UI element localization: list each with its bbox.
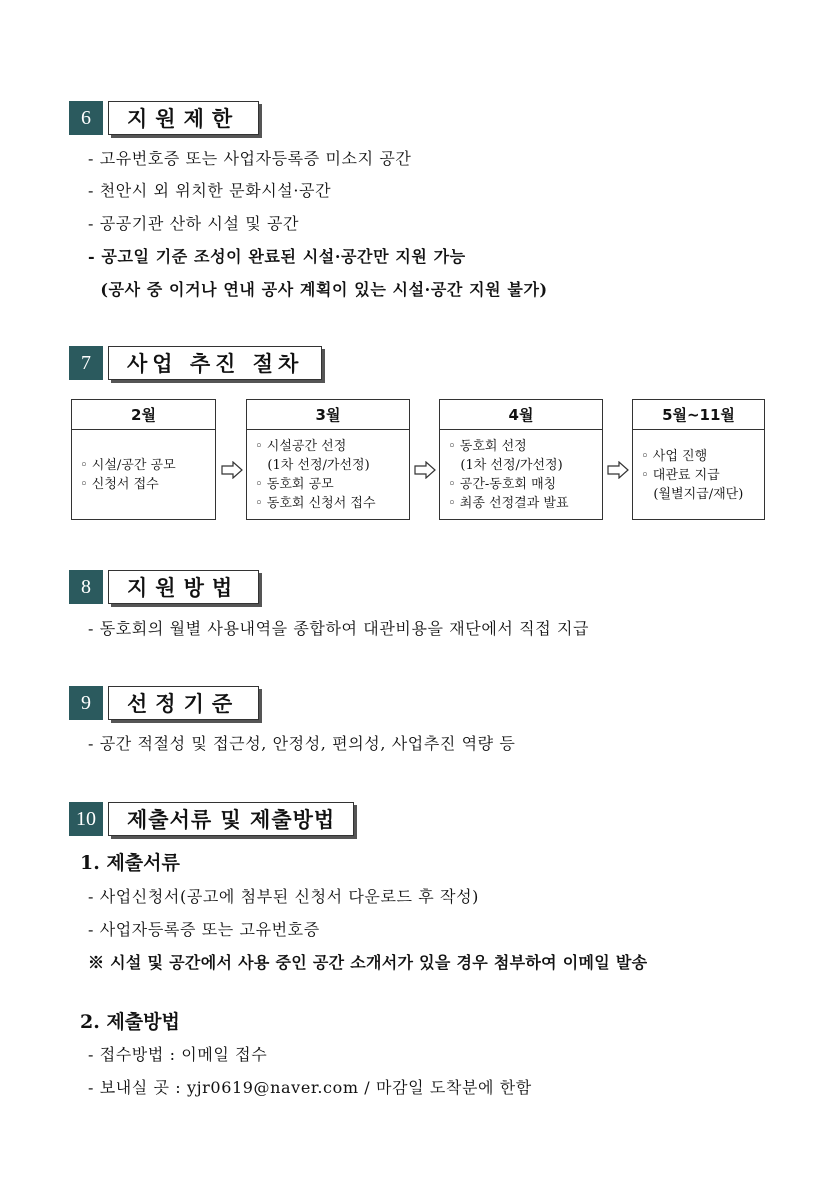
- section-number: 6: [69, 101, 103, 135]
- section-title: 선정기준: [108, 686, 259, 720]
- section-number: 7: [69, 346, 103, 380]
- section-number: 10: [69, 802, 103, 836]
- stage-item: ◦ 동호회 공모: [255, 477, 334, 492]
- stage-item: ◦ 공간-동호회 매칭: [448, 477, 557, 492]
- process-stage: [439, 399, 603, 520]
- stage-item: (1차 선정/가선정): [255, 458, 370, 473]
- stage-label: 4월: [440, 400, 602, 430]
- list-item: - 사업신청서(공고에 첨부된 신청서 다운로드 후 작성): [88, 887, 479, 906]
- section-10-header: [69, 802, 354, 836]
- stage-item: (1차 선정/가선정): [448, 458, 563, 473]
- list-item: - 공간 적절성 및 접근성, 안정성, 편의성, 사업추진 역량 등: [88, 734, 516, 753]
- section-8-header: [69, 570, 259, 604]
- subsection-title: 2. 제출방법: [80, 1011, 180, 1033]
- section-6-header: [69, 101, 259, 135]
- list-item: - 공고일 기준 조성이 완료된 시설·공간만 지원 가능: [88, 247, 466, 266]
- list-item: - 보내실 곳 : yjr0619@naver.com / 마감일 도착분에 한함: [88, 1078, 532, 1097]
- stage-item: ◦ 사업 진행: [641, 448, 708, 464]
- note: ※ 시설 및 공간에서 사용 중인 공간 소개서가 있을 경우 첨부하여 이메일 발송: [88, 953, 648, 972]
- section-number: 8: [69, 570, 103, 604]
- list-item: (공사 중 이거나 연내 공사 계획이 있는 시설·공간 지원 불가): [88, 280, 548, 299]
- section-7-header: [69, 346, 322, 380]
- stage-item: ◦ 신청서 접수: [80, 477, 159, 492]
- stage-label: 2월: [72, 400, 215, 430]
- list-item: - 천안시 외 위치한 문화시설·공간: [88, 181, 332, 200]
- stage-item: ◦ 최종 선정결과 발표: [448, 496, 569, 511]
- stage-item: ◦ 시설/공간 공모: [80, 458, 176, 473]
- section-title: 지원제한: [108, 101, 259, 135]
- stage-item: ◦ 대관료 지급: [641, 467, 720, 483]
- arrow-right-icon: [221, 461, 243, 479]
- process-stage: [632, 399, 765, 520]
- stage-item: ◦ 동호회 선정: [448, 439, 527, 454]
- section-title: 사업 추진 절차: [108, 346, 322, 380]
- section-9-header: [69, 686, 259, 720]
- section-title: 제출서류 및 제출방법: [108, 802, 354, 836]
- section-title: 지원방법: [108, 570, 259, 604]
- stage-label: 3월: [247, 400, 409, 430]
- stage-item: ◦ 동호회 신청서 접수: [255, 496, 376, 511]
- stage-item: (월별지급/재단): [641, 486, 744, 502]
- arrow-right-icon: [607, 461, 629, 479]
- stage-item: ◦ 시설공간 선정: [255, 439, 347, 454]
- section-number: 9: [69, 686, 103, 720]
- arrow-right-icon: [414, 461, 436, 479]
- process-stage: [246, 399, 410, 520]
- process-stage: [71, 399, 216, 520]
- list-item: - 공공기관 산하 시설 및 공간: [88, 214, 300, 233]
- list-item: - 사업자등록증 또는 고유번호증: [88, 920, 320, 939]
- list-item: - 동호회의 월별 사용내역을 종합하여 대관비용을 재단에서 직접 지급: [88, 619, 590, 638]
- list-item: - 고유번호증 또는 사업자등록증 미소지 공간: [88, 149, 412, 168]
- subsection-title: 1. 제출서류: [80, 852, 180, 874]
- stage-label: 5월~11월: [633, 400, 764, 430]
- list-item: - 접수방법 : 이메일 접수: [88, 1045, 268, 1064]
